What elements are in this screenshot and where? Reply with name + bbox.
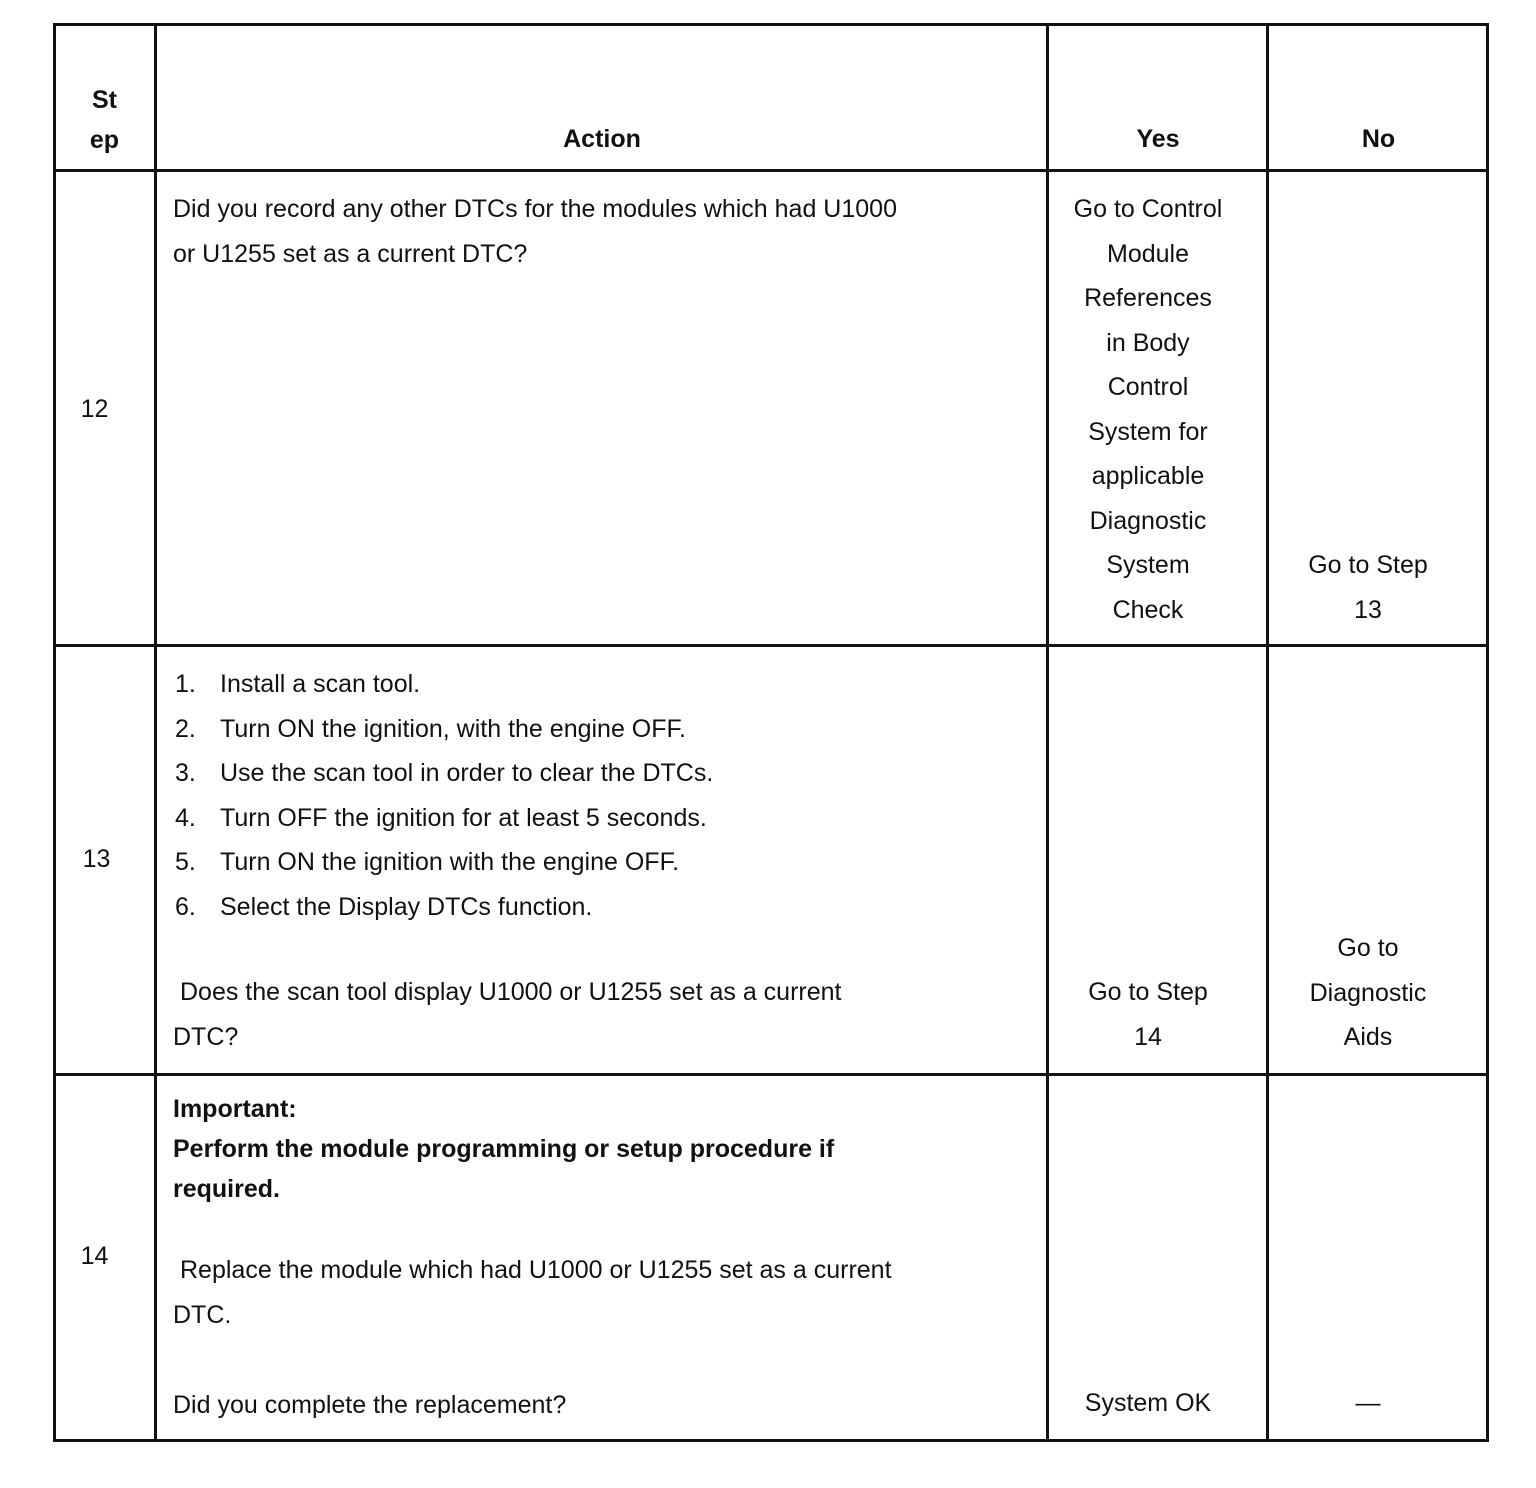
header-no: No: [1361, 125, 1396, 153]
row14-important: [173, 1089, 1033, 1209]
row13-no-line3: Aids: [1343, 1023, 1393, 1051]
row13-yes-line1: Go to Step: [1088, 978, 1208, 1006]
header-step-line1: St: [92, 86, 117, 114]
row14-replace-line1: Replace the module which had U1000 or U1255 set as a current: [180, 1256, 892, 1284]
row12-yes-line5: Control: [1107, 373, 1189, 401]
list-item: 3. Use the scan tool in order to clear the DTCs.: [175, 759, 714, 787]
important-line1: Perform the module programming or setup procedure if: [173, 1135, 835, 1163]
table-border-right: [1486, 23, 1489, 1442]
col-divider-yes: [1266, 23, 1269, 1442]
row12-no: [1258, 543, 1478, 632]
row13-question-line2: DTC?: [173, 1022, 239, 1051]
row13-question-line1: Does the scan tool display U1000 or U1255 set as a current: [180, 978, 842, 1006]
row13-yes: [1038, 970, 1258, 1059]
table-border-bottom: [53, 1439, 1489, 1442]
header-step: [53, 80, 156, 160]
row13-no-line2: Diagnostic: [1309, 978, 1427, 1007]
row-divider-13: [53, 1073, 1489, 1076]
row-divider-12: [53, 644, 1489, 647]
col-divider-step: [154, 23, 157, 1442]
row12-yes-line6: System for: [1088, 417, 1208, 446]
row12-action-line1: Did you record any other DTCs for the modules which had U1000: [173, 195, 897, 223]
step-number-13: 13: [82, 845, 111, 873]
row14-yes: System OK: [1084, 1389, 1212, 1417]
row13-question: [173, 970, 1033, 1059]
row12-yes-line10: Check: [1112, 595, 1184, 624]
table-border-top: [53, 23, 1489, 26]
row12-yes-line8: Diagnostic: [1089, 506, 1207, 535]
list-item: 6. Select the Display DTCs function.: [175, 892, 593, 921]
procedure-list: [173, 662, 1033, 929]
row14-replace: [173, 1248, 1033, 1337]
list-item: 5. Turn ON the ignition with the engine OFF.: [175, 848, 680, 876]
step-number-12: 12: [80, 395, 109, 423]
list-item: 2. Turn ON the ignition, with the engine OFF.: [175, 714, 686, 743]
row12-no-line2: 13: [1354, 595, 1382, 624]
row13-yes-line2: 14: [1134, 1022, 1162, 1051]
step-number-14: 14: [80, 1242, 109, 1270]
table-border-left: [53, 23, 56, 1442]
row14-question: Did you complete the replacement?: [173, 1391, 567, 1419]
row14-replace-line2: DTC.: [173, 1300, 232, 1329]
row14-no: —: [1355, 1389, 1381, 1417]
important-line2: required.: [173, 1175, 280, 1203]
header-divider: [53, 169, 1489, 172]
row12-yes-line7: applicable: [1091, 462, 1205, 490]
row13-action: [173, 662, 1033, 929]
row13-no-line1: Go to: [1337, 934, 1399, 962]
diagnostic-table: [53, 23, 1489, 1442]
row12-action: [173, 187, 1033, 276]
row12-yes-line9: System: [1106, 551, 1190, 579]
row13-no: [1258, 926, 1478, 1060]
list-item: 4. Turn OFF the ignition for at least 5 seconds.: [175, 803, 707, 832]
header-yes: Yes: [1136, 125, 1180, 153]
row12-yes: [1038, 187, 1258, 632]
row12-yes-line3: References: [1084, 284, 1212, 312]
row12-yes-line1: Go to Control: [1073, 195, 1223, 223]
header-action: Action: [563, 125, 641, 153]
header-step-line2: ep: [89, 126, 120, 154]
row12-no-line1: Go to Step: [1308, 551, 1428, 579]
row12-action-line2: or U1255 set as a current DTC?: [173, 239, 528, 268]
important-label: Important:: [173, 1095, 297, 1123]
list-item: 1. Install a scan tool.: [175, 670, 421, 698]
row12-yes-line4: in Body: [1106, 328, 1190, 357]
row12-yes-line2: Module: [1107, 239, 1189, 268]
